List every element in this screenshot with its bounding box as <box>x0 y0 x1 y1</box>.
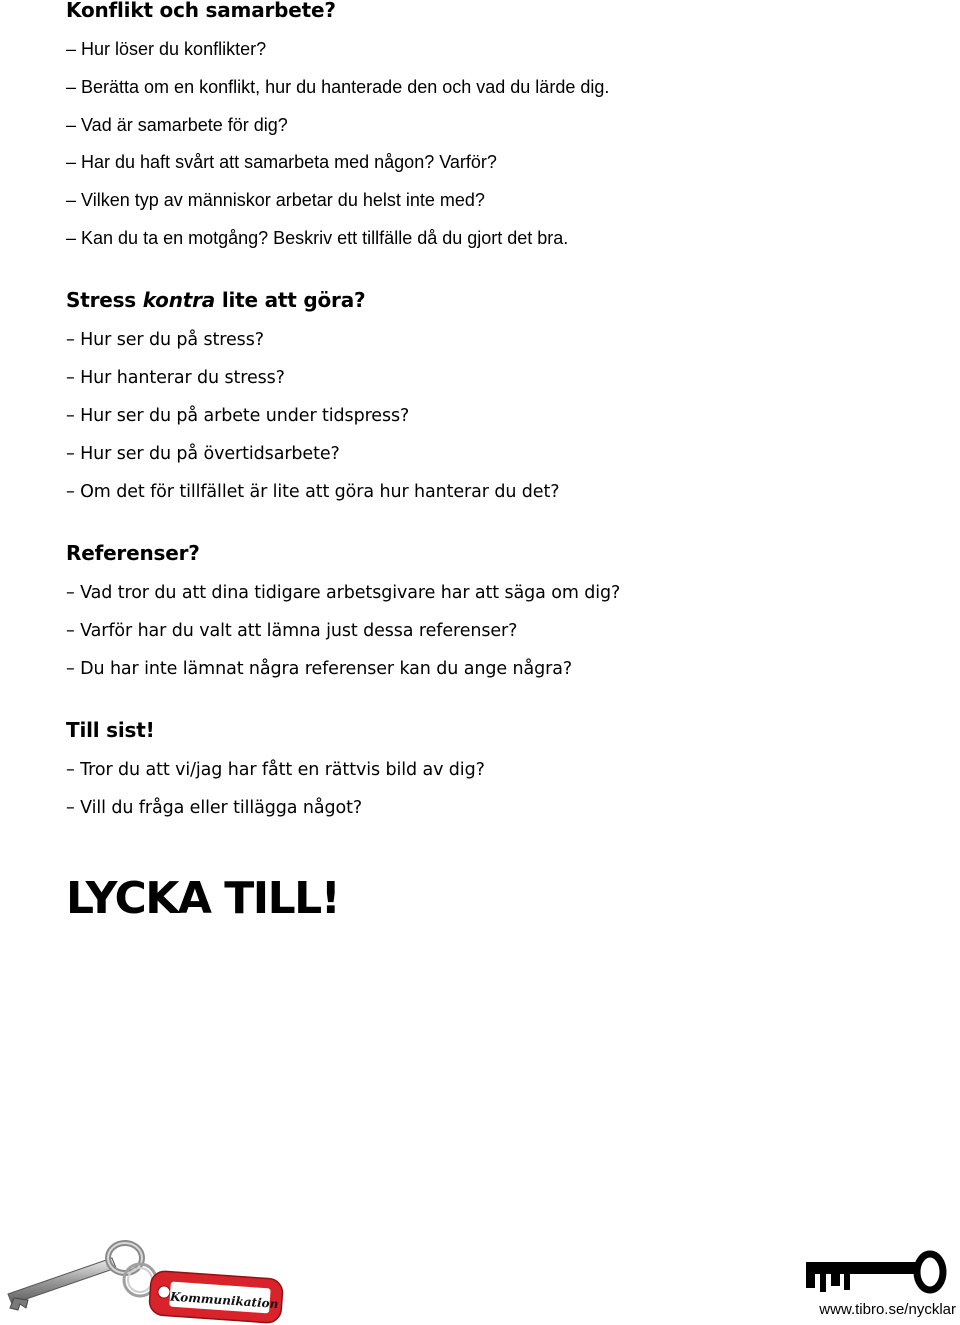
question-item: – Hur ser du på övertidsarbete? <box>66 444 340 464</box>
closing-title: LYCKA TILL! <box>66 873 340 924</box>
question-item: – Hur hanterar du stress? <box>66 368 285 388</box>
section-heading-konflikt: Konflikt och samarbete? <box>66 0 336 22</box>
section-heading-till-sist: Till sist! <box>66 718 155 742</box>
question-item: – Om det för tillfället är lite att göra hur hanterar du det? <box>66 482 560 502</box>
key-logo-icon <box>800 1248 950 1302</box>
question-item: – Kan du ta en motgång? Beskriv ett tillfälle då du gjort det bra. <box>66 228 569 248</box>
heading-emphasis: kontra <box>142 288 216 312</box>
question-item: – Vad tror du att dina tidigare arbetsgivare har att säga om dig? <box>66 583 621 603</box>
question-item: – Berätta om en konflikt, hur du hanterade den och vad du lärde dig. <box>66 77 610 97</box>
question-item: – Hur ser du på stress? <box>66 330 264 350</box>
section-heading-referenser: Referenser? <box>66 541 200 565</box>
question-item: – Hur ser du på arbete under tidspress? <box>66 406 410 426</box>
question-item: – Vad är samarbete för dig? <box>66 115 288 135</box>
question-item: – Vilken typ av människor arbetar du helst inte med? <box>66 190 485 210</box>
question-item: – Varför har du valt att lämna just dessa referenser? <box>66 621 518 641</box>
heading-text: lite att göra? <box>215 288 366 312</box>
footer-url: www.tibro.se/nycklar <box>819 1301 956 1318</box>
section-heading-stress <box>66 288 365 312</box>
question-item: – Tror du att vi/jag har fått en rättvis bild av dig? <box>66 760 485 780</box>
question-item: – Du har inte lämnat några referenser kan du ange några? <box>66 659 573 679</box>
heading-text: Stress <box>66 288 143 312</box>
question-item: – Hur löser du konflikter? <box>66 39 267 59</box>
question-item: – Vill du fråga eller tillägga något? <box>66 798 363 818</box>
keychain-tag-label: Kommunikation <box>169 1289 279 1312</box>
question-item: – Har du haft svårt att samarbeta med någon? Varför? <box>66 152 497 172</box>
